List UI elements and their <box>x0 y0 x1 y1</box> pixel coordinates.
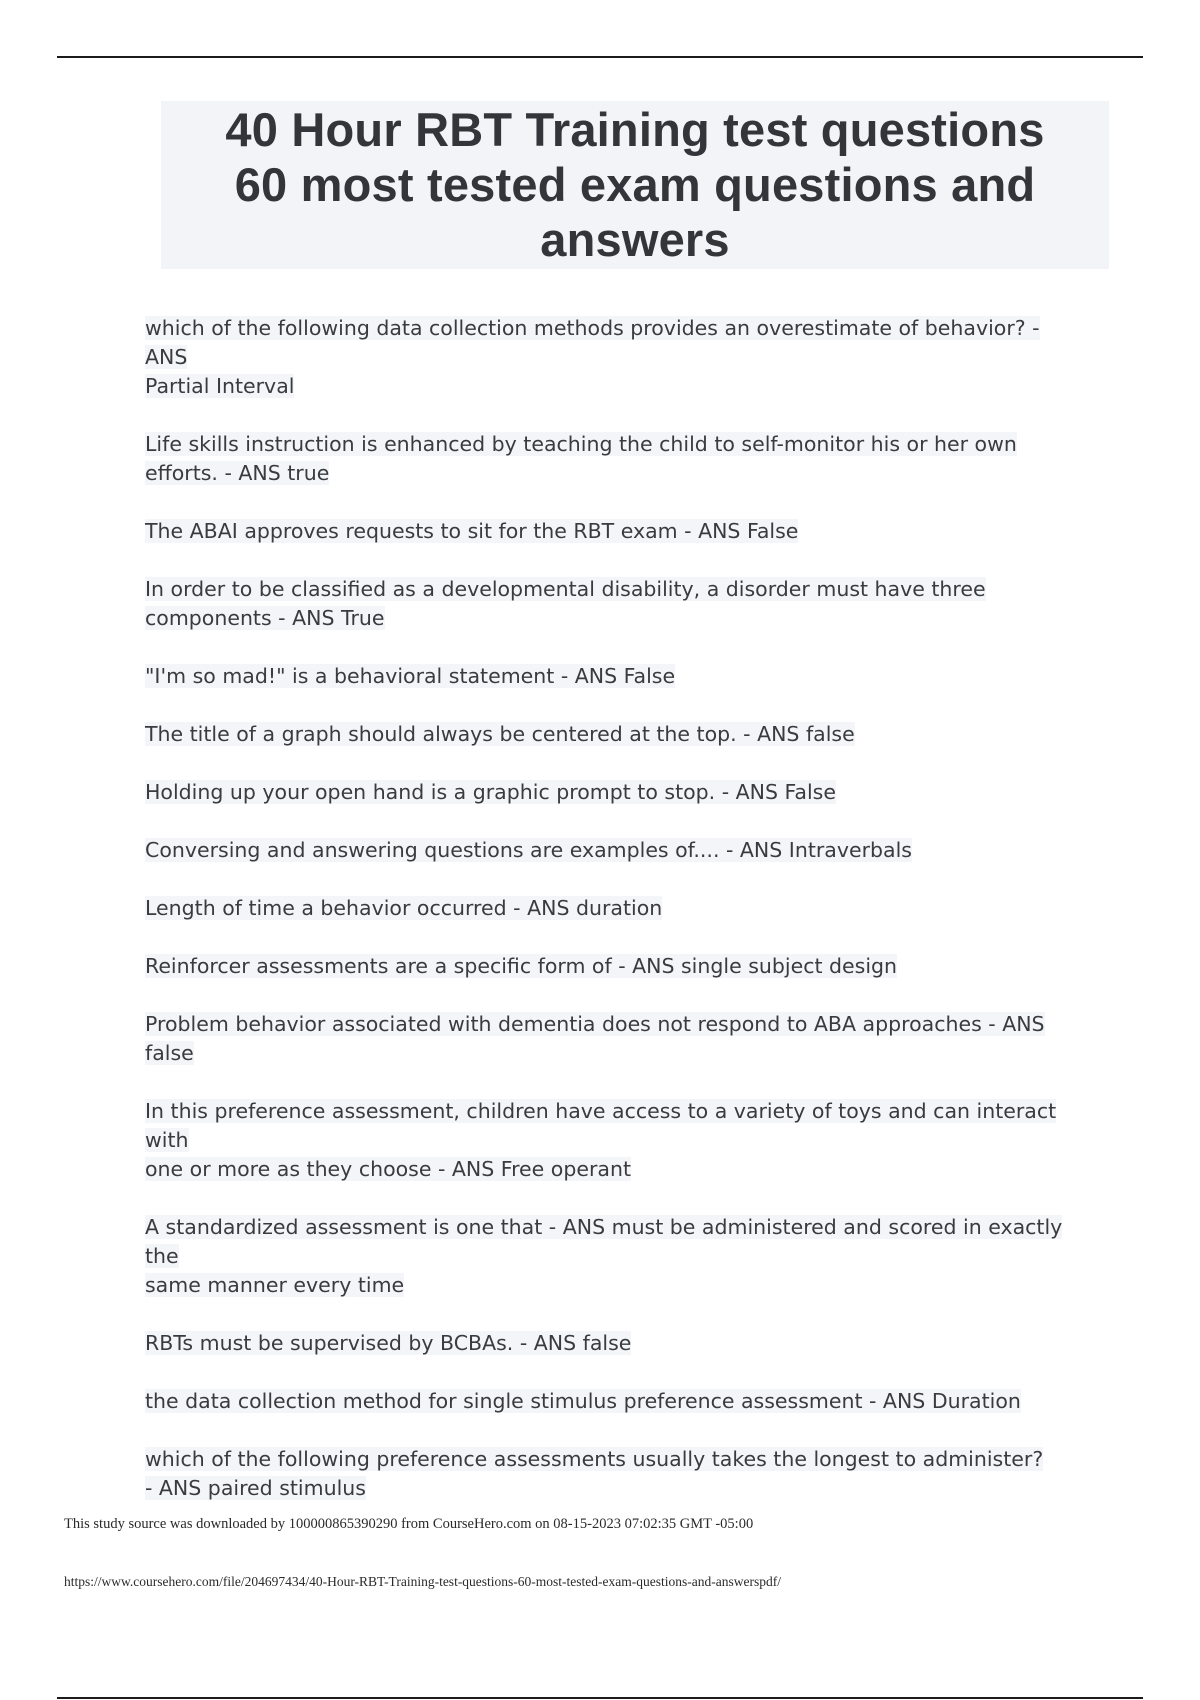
qa-text-line: Conversing and answering questions are examples of.... - ANS Intraverbals <box>145 838 912 862</box>
document-title-line: answers <box>540 213 730 266</box>
qa-text-line: which of the following preference assessments usually takes the longest to administer? <box>145 1447 1044 1471</box>
qa-text-line: Holding up your open hand is a graphic prompt to stop. - ANS False <box>145 780 836 804</box>
qa-item <box>145 1010 1065 1068</box>
qa-text-line: Reinforcer assessments are a specific form of - ANS single subject design <box>145 954 898 978</box>
qa-item <box>145 1387 1065 1416</box>
qa-text-line: RBTs must be supervised by BCBAs. - ANS false <box>145 1331 632 1355</box>
qa-text-line: The ABAI approves requests to sit for the RBT exam - ANS False <box>145 519 799 543</box>
qa-text-line: one or more as they choose - ANS Free operant <box>145 1157 631 1181</box>
qa-item <box>145 575 1065 633</box>
qa-text-line: Length of time a behavior occurred - ANS duration <box>145 896 663 920</box>
qa-text-line: Partial Interval <box>145 374 295 398</box>
qa-item <box>145 1329 1065 1358</box>
top-divider <box>57 56 1143 58</box>
qa-item <box>145 314 1065 401</box>
source-url[interactable]: https://www.coursehero.com/file/204697434/40-Hour-RBT-Training-test-questions-60-most-tested-exam-questions-and-answerspdf/ <box>64 1574 781 1589</box>
qa-text-line: A standardized assessment is one that - ANS must be administered and scored in exactly the <box>145 1215 1063 1268</box>
qa-text-line: - ANS paired stimulus <box>145 1476 366 1500</box>
qa-text-line: Problem behavior associated with dementia does not respond to ABA approaches - ANS <box>145 1012 1045 1036</box>
qa-text-line: false <box>145 1041 194 1065</box>
qa-text-line: In this preference assessment, children have access to a variety of toys and can interact with <box>145 1099 1057 1152</box>
qa-text-line: efforts. - ANS true <box>145 461 330 485</box>
qa-item <box>145 430 1065 488</box>
qa-text-line: components - ANS True <box>145 606 385 630</box>
qa-item <box>145 720 1065 749</box>
qa-text-line: same manner every time <box>145 1273 405 1297</box>
qa-item <box>145 778 1065 807</box>
download-source-note: This study source was downloaded by 100000865390290 from CourseHero.com on 08-15-2023 07:02:35 GMT -05:00 <box>64 1516 754 1532</box>
document-title-line: 60 most tested exam questions and <box>234 158 1036 211</box>
qa-item <box>145 517 1065 546</box>
qa-item <box>145 1097 1065 1184</box>
qa-text-line: The title of a graph should always be centered at the top. - ANS false <box>145 722 855 746</box>
qa-item <box>145 1445 1065 1503</box>
qa-item <box>145 952 1065 981</box>
qa-item <box>145 836 1065 865</box>
qa-item <box>145 662 1065 691</box>
document-title-block <box>161 101 1109 269</box>
qa-text-line: "I'm so mad!" is a behavioral statement - ANS False <box>145 664 676 688</box>
qa-text-line: which of the following data collection methods provides an overestimate of behavior? - ANS <box>145 316 1040 369</box>
qa-list <box>145 314 1065 1532</box>
qa-text-line: Life skills instruction is enhanced by teaching the child to self-monitor his or her own <box>145 432 1017 456</box>
qa-item <box>145 1213 1065 1300</box>
qa-text-line: the data collection method for single stimulus preference assessment - ANS Duration <box>145 1389 1021 1413</box>
bottom-divider <box>57 1697 1143 1699</box>
document-title-line: 40 Hour RBT Training test questions <box>225 103 1045 156</box>
qa-item <box>145 894 1065 923</box>
qa-text-line: In order to be classified as a developmental disability, a disorder must have three <box>145 577 986 601</box>
